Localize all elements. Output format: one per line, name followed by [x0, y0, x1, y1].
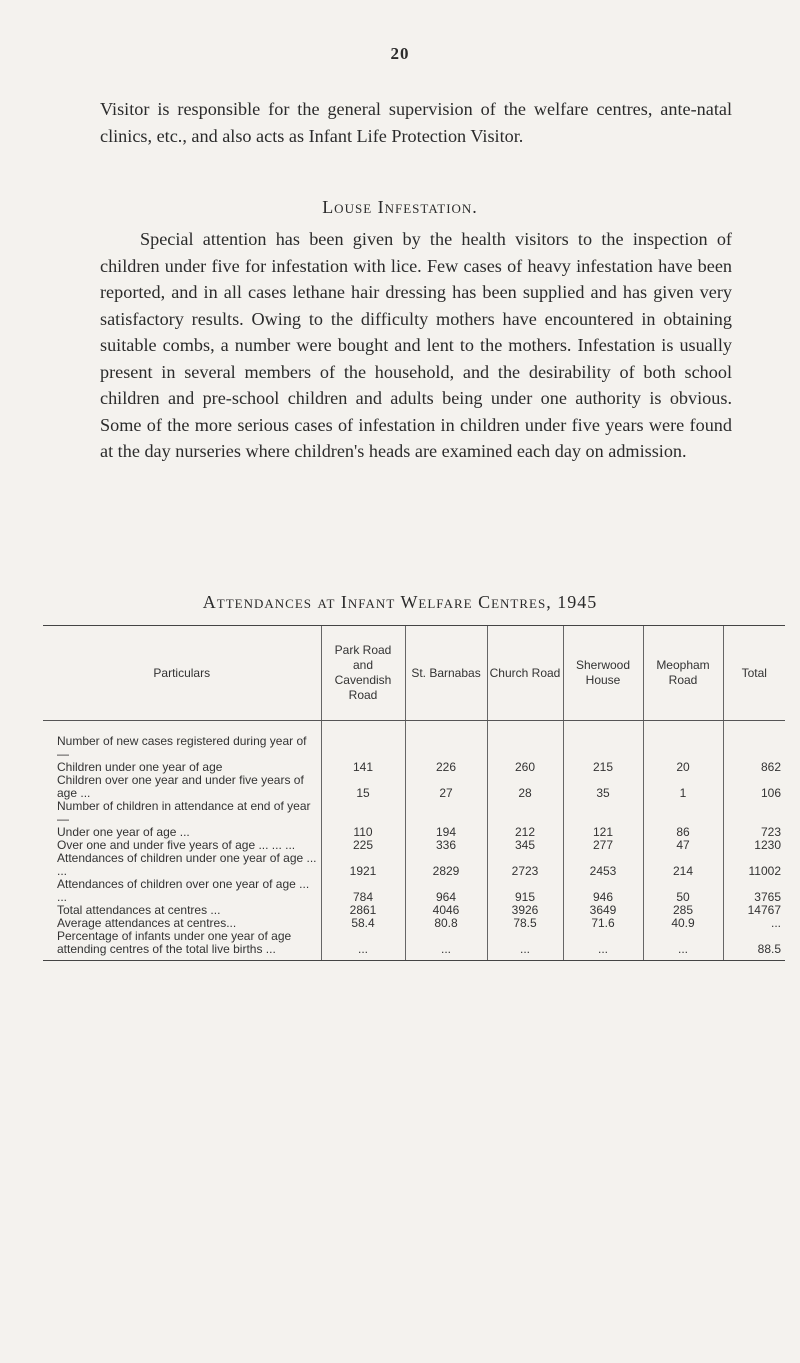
cell: 345 [487, 839, 563, 852]
cell: 336 [405, 839, 487, 852]
cell-total: 11002 [723, 852, 785, 878]
cell: 47 [643, 839, 723, 852]
table-title: Attendances at Infant Welfare Centres, 1945 [202, 592, 598, 612]
table-row [43, 878, 785, 904]
header-sherwood-house: Sherwood House [563, 626, 643, 721]
cell [563, 800, 643, 826]
cell: ... [643, 930, 723, 961]
cell: 285 [643, 904, 723, 917]
row-label: Attendances of children over one year of age ... ... [57, 877, 310, 904]
cell-total: 3765 [723, 878, 785, 904]
cell: 2861 [321, 904, 405, 917]
cell [487, 800, 563, 826]
table-row [43, 774, 785, 800]
cell: 1 [643, 774, 723, 800]
page-number: 20 [390, 44, 410, 63]
cell [487, 735, 563, 761]
cell: 946 [563, 878, 643, 904]
cell: 1921 [321, 852, 405, 878]
cell [321, 800, 405, 826]
header-particulars: Particulars [43, 626, 321, 721]
cell [405, 800, 487, 826]
cell-total: 14767 [723, 904, 785, 917]
cell: 27 [405, 774, 487, 800]
cell-total: ... [723, 917, 785, 930]
row-label: Under one year of age ... [57, 825, 190, 839]
section-heading-louse: Louse Infestation. [322, 197, 478, 217]
cell: 4046 [405, 904, 487, 917]
row-label: Percentage of infants under one year of age attending centres of the total live births ... [43, 930, 321, 961]
cell: 964 [405, 878, 487, 904]
paragraph-2: Special attention has been given by the health visitors to the inspection of children under five for infestation with lice. Few cases of heavy infestation have been reported, and in all cases lethane hair dressing has been supplied and has given very satisfactory results. Owing to the difficulty mothers have encountered in obtaining suitable combs, a number were bought and lent to the mothers. Infestation is usually present in several members of the household, and the desirability of both school children and pre-school children and adults being under one authority is obvious. Some of the more serious cases of infestation in children under five years were found at the day nurseries where children's heads are examined each day on admission. [100, 229, 732, 461]
row-label: Children over one year and under five years of age ... [57, 773, 304, 800]
table-row [43, 735, 785, 761]
cell: 28 [487, 774, 563, 800]
row-label: Number of new cases registered during year of— [57, 734, 307, 761]
cell-total: 723 [723, 826, 785, 839]
cell: 58.4 [321, 917, 405, 930]
header-st-barnabas: St. Barnabas [405, 626, 487, 721]
cell-total: 106 [723, 774, 785, 800]
row-label: Children under one year of age [57, 760, 223, 774]
cell: ... [321, 930, 405, 961]
cell: ... [405, 930, 487, 961]
cell: 214 [643, 852, 723, 878]
cell: 141 [321, 761, 405, 774]
cell: 212 [487, 826, 563, 839]
attendance-table [43, 625, 785, 961]
cell: 35 [563, 774, 643, 800]
cell: 78.5 [487, 917, 563, 930]
cell [405, 735, 487, 761]
cell-total: 862 [723, 761, 785, 774]
header-meopham-road: Meopham Road [643, 626, 723, 721]
paragraph-1: Visitor is responsible for the general supervision of the welfare centres, ante-natal clinics, etc., and also acts as Infant Life Protection Visitor. [100, 99, 732, 146]
header-total: Total [723, 626, 785, 721]
cell: 121 [563, 826, 643, 839]
cell: 915 [487, 878, 563, 904]
cell: 80.8 [405, 917, 487, 930]
cell [321, 735, 405, 761]
cell: 20 [643, 761, 723, 774]
cell: ... [563, 930, 643, 961]
cell: 194 [405, 826, 487, 839]
cell: 50 [643, 878, 723, 904]
cell [643, 800, 723, 826]
cell: 86 [643, 826, 723, 839]
cell: 226 [405, 761, 487, 774]
cell: ... [487, 930, 563, 961]
cell: 2453 [563, 852, 643, 878]
table-header-row [43, 626, 785, 721]
cell: 277 [563, 839, 643, 852]
cell [563, 735, 643, 761]
table-row [43, 930, 785, 961]
header-park-road: Park Road and Cavendish Road [321, 626, 405, 721]
row-label: Number of children in attendance at end of year— [57, 799, 311, 826]
cell-total: 1230 [723, 839, 785, 852]
row-label: Attendances of children under one year of age ... ... [57, 851, 317, 878]
cell: 784 [321, 878, 405, 904]
header-church-road: Church Road [487, 626, 563, 721]
cell: 3926 [487, 904, 563, 917]
cell-total: 88.5 [723, 930, 785, 961]
cell-total [723, 800, 785, 826]
row-label: Over one and under five years of age ... ... ... [57, 838, 296, 852]
cell: 225 [321, 839, 405, 852]
cell: 40.9 [643, 917, 723, 930]
table-row [43, 852, 785, 878]
cell: 110 [321, 826, 405, 839]
cell: 215 [563, 761, 643, 774]
cell: 71.6 [563, 917, 643, 930]
cell: 2723 [487, 852, 563, 878]
row-label: Total attendances at centres ... [57, 903, 221, 917]
cell [643, 735, 723, 761]
cell: 15 [321, 774, 405, 800]
cell-total [723, 735, 785, 761]
cell: 3649 [563, 904, 643, 917]
cell: 260 [487, 761, 563, 774]
cell: 2829 [405, 852, 487, 878]
table-row [43, 800, 785, 826]
row-label: Average attendances at centres... [57, 916, 237, 930]
